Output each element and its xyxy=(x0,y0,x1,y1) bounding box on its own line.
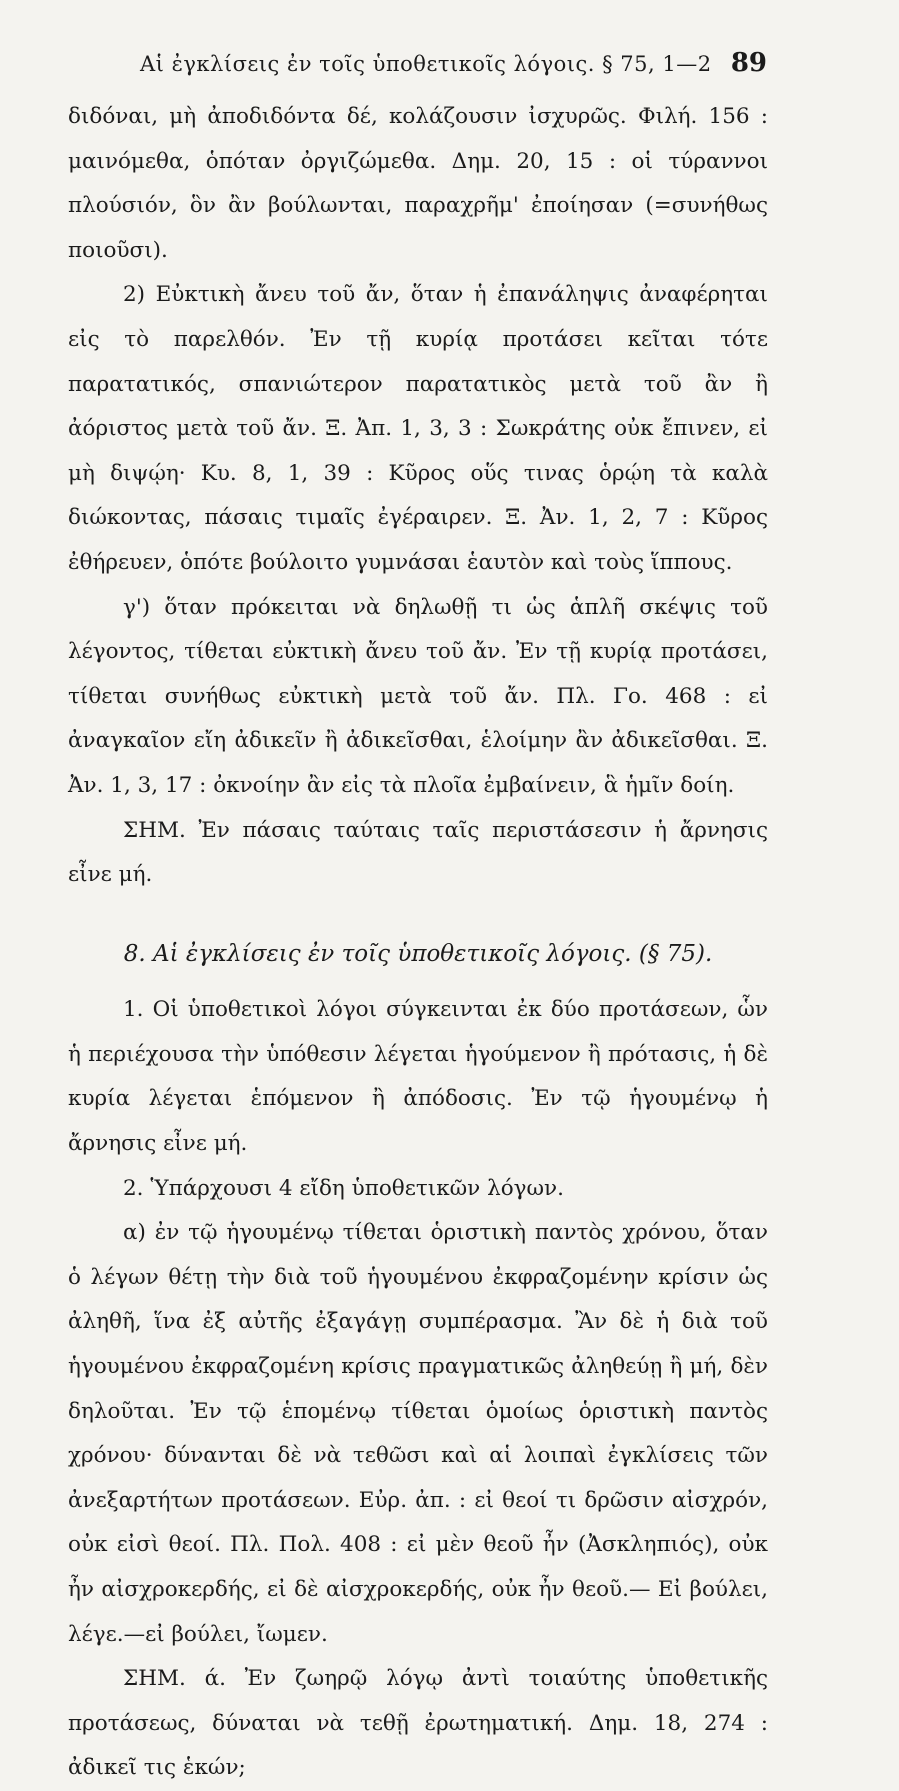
note-negation: ΣΗΜ. Ἐν πάσαις ταύταις ταῖς περιστάσεσιν ἡ ἄρνησις εἶνε μή. xyxy=(68,817,768,888)
section-heading: 8. Αἱ ἐγκλίσεις ἐν τοῖς ὑποθετικοῖς λόγοις. (§ 75). xyxy=(123,940,713,967)
page-number: 89 xyxy=(730,48,767,78)
paragraph-conditionals-definition: 1. Οἱ ὑποθετικοὶ λόγοι σύγκεινται ἐκ δύο προτάσεων, ὧν ἡ περιέχουσα τὴν ὑπόθεσιν λέγεται ἡγούμενον ἢ πρότασις, ἡ δὲ κυρία λέγεται ἑπόμενον ἢ ἀπόδοσις. Ἐν τῷ ἡγουμένῳ ἡ ἄρνησις εἶνε μή. xyxy=(68,997,768,1157)
running-header: Αἱ ἐγκλίσεις ἐν τοῖς ὑποθετικοῖς λόγοις. § 75, 1—2 xyxy=(140,52,712,76)
paragraph-conditional-types: 2. Ὑπάρχουσι 4 εἴδη ὑποθετικῶν λόγων. xyxy=(123,1175,564,1201)
note-interrogative: ΣΗΜ. ά. Ἐν ζωηρῷ λόγῳ ἀντὶ τοιαύτης ὑποθετικῆς προτάσεως, δύναται νὰ τεθῇ ἐρωτηματική. Δημ. 18, 274 : ἀδικεῖ τις ἑκών; xyxy=(68,1666,768,1781)
paragraph-optative-thought: γ') ὅταν πρόκειται νὰ δηλωθῇ τι ὡς ἁπλῆ σκέψις τοῦ λέγοντος, τίθεται εὐκτικὴ ἄνευ τοῦ ἄν. Ἐν τῇ κυρίᾳ προτάσει, τίθεται συνήθως εὐκτικὴ μετὰ τοῦ ἄν. Πλ. Γο. 468 : εἰ ἀναγκαῖον εἴη ἀδικεῖν ἢ ἀδικεῖσθαι, ἑλοίμην ἂν ἀδικεῖσθαι. Ξ. Ἀν. 1, 3, 17 : ὀκνοίην ἂν εἰς τὰ πλοῖα ἐμβαίνειν, ἃ ἡμῖν δοίη. xyxy=(68,594,768,798)
paragraph-continued: διδόναι, μὴ ἀποδιδόντα δέ, κολάζουσιν ἰσχυρῶς. Φιλή. 156 : μαινόμεθα, ὁπόταν ὀργιζώμεθα. Δημ. 20, 15 : οἱ τύραννοι πλούσιόν, ὃν ἂν βούλωνται, παραχρῆμ' ἐποίησαν (=συνήθως ποιοῦσι). xyxy=(68,104,768,263)
page-body xyxy=(68,95,768,1791)
paragraph-type-a: α) ἐν τῷ ἡγουμένῳ τίθεται ὁριστικὴ παντὸς χρόνου, ὅταν ὁ λέγων θέτῃ τὴν διὰ τοῦ ἡγουμένου ἐκφραζομένην κρίσιν ὡς ἀληθῆ, ἵνα ἐξ αὐτῆς ἐξαγάγῃ συμπέρασμα. Ἂν δὲ ἡ διὰ τοῦ ἡγουμένου ἐκφραζομένη κρίσις πραγματικῶς ἀληθεύῃ ἢ μή, δὲν δηλοῦται. Ἐν τῷ ἑπομένῳ τίθεται ὁμοίως ὁριστικὴ παντὸς χρόνου· δύνανται δὲ νὰ τεθῶσι καὶ αἱ λοιπαὶ ἐγκλίσεις τῶν ἀνεξαρτήτων προτάσεων. Εὐρ. ἀπ. : εἰ θεοί τι δρῶσιν αἰσχρόν, οὐκ εἰσὶ θεοί. Πλ. Πολ. 408 : εἰ μὲν θεοῦ ἦν (Ἀσκληπιός), οὐκ ἦν αἰσχροκερδής, εἰ δὲ αἰσχροκερδής, οὐκ ἦν θεοῦ.— Εἰ βούλει, λέγε.—εἰ βούλει, ἴωμεν. xyxy=(68,1220,768,1647)
paragraph-optative-past: 2) Εὐκτικὴ ἄνευ τοῦ ἄν, ὅταν ἡ ἐπανάληψις ἀναφέρηται εἰς τὸ παρελθόν. Ἐν τῇ κυρίᾳ προτάσει κεῖται τότε παρατατικός, σπανιώτερον παρατατικὸς μετὰ τοῦ ἂν ἢ ἀόριστος μετὰ τοῦ ἄν. Ξ. Ἀπ. 1, 3, 3 : Σωκράτης οὐκ ἔπινεν, εἰ μὴ διψῴη· Κυ. 8, 1, 39 : Κῦρος οὕς τινας ὁρῴη τὰ καλὰ διώκοντας, πάσαις τιμαῖς ἐγέραιρεν. Ξ. Ἀν. 1, 2, 7 : Κῦρος ἐθήρευεν, ὁπότε βούλοιτο γυμνάσαι ἑαυτὸν καὶ τοὺς ἵππους. xyxy=(68,282,768,575)
